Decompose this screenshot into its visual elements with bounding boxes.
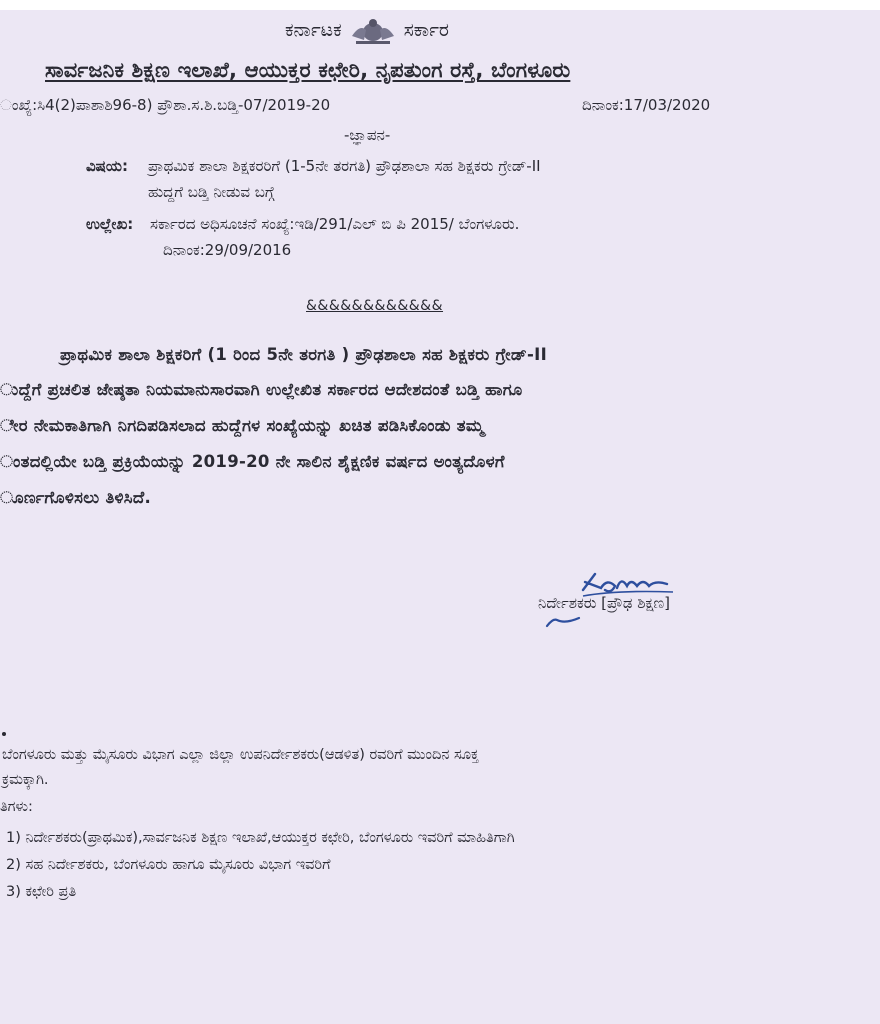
copy-item-2: 2) ಸಹ ನಿರ್ದೇಶಕರು, ಬೆಂಗಳೂರು ಹಾಗೂ ಮೈಸೂರು ವಿಭಾಗ ಇವರಿಗೆ [6,857,331,873]
subject-line-2: ಹುದ್ದಗೆ ಬಡ್ತಿ ನೀಡುವ ಬಗ್ಗೆ [148,183,275,201]
body-line-4: ಂತದಲ್ಲಿಯೇ ಬಡ್ತಿ ಪ್ರಕ್ರಿಯೆಯನ್ನು 2019-20 ನೇ ಸಾಲಿನ ಶೈಕ್ಷಣಿಕ ವರ್ಷದ ಅಂತ್ಯದೊಳಗೆ [0,452,505,471]
department-name: ಸಾರ್ವಜನಿಕ ಶಿಕ್ಷಣ ಇಲಾಖೆ, ಆಯುಕ್ತರ ಕಛೇರಿ, ನೃಪತುಂಗ ರಸ್ತೆ, ಬೆಂಗಳೂರು [45,58,571,82]
reference-line-2: ದಿನಾಂಕ:29/09/2016 [163,241,292,259]
reference-label: ಉಲ್ಲೇಖ: [86,215,134,233]
body-line-5: ೂರ್ಣಗೊಳಿಸಲು ತಿಳಿಸಿದೆ. [0,488,152,507]
recipient-line-2: ಕ್ರಮಕ್ಕಾಗಿ. [2,772,49,788]
copies-label: ತಿಗಳು: [0,799,33,815]
government-header [285,14,449,46]
body-line-3: ೇರ ನೇಮಕಾತಿಗಾಗಿ ನಿಗದಿಪಡಿಸಲಾದ ಹುದ್ದೆಗಳ ಸಂಖ್ಯೆಯನ್ನು ಖಚಿತ ಪಡಿಸಿಕೊಂಡು ತಮ್ಮ [0,416,485,435]
header-title-right: ಸರ್ಕಾರ [403,19,449,41]
issue-date: ದಿನಾಂಕ:17/03/2020 [582,96,711,114]
recipient-line-1: ಬೆಂಗಳೂರು ಮತ್ತು ಮೈಸೂರು ವಿಭಾಗ ಎಲ್ಲಾ ಜಿಲ್ಲಾ ಉಪನಿರ್ದೇಶಕರು(ಆಡಳಿತ) ರವರಿಗೆ ಮುಂದಿನ ಸೂಕ್ತ [2,747,479,763]
copy-item-3: 3) ಕಛೇರಿ ಪ್ರತಿ [6,884,77,900]
signature-tick [543,612,583,630]
state-emblem-icon [350,14,396,46]
reference-line-1: ಸರ್ಕಾರದ ಅಧಿಸೂಚನೆ ಸಂಖ್ಯೆ:ಇಡಿ/291/ಎಲ್ ಬಿ ಪಿ 2015/ ಬೆಂಗಳೂರು. [150,215,520,233]
copy-item-1: 1) ನಿರ್ದೇಶಕರು(ಪ್ರಾಥಮಿಕ),ಸಾರ್ವಜನಿಕ ಶಿಕ್ಷಣ ಇಲಾಖೆ,ಆಯುಕ್ತರ ಕಛೇರಿ, ಬೆಂಗಳೂರು ಇವರಿಗೆ ಮಾಹಿತಿಗಾಗಿ [6,830,515,846]
separator-line: &&&&&&&&&&&& [306,298,444,314]
subject-label: ವಿಷಯ: [86,157,128,175]
bullet-mark [2,732,6,736]
signatory-title: ನಿರ್ದೇಶಕರು [ಪ್ರೌಢ ಶಿಕ್ಷಣ] [538,594,671,612]
subject-line-1: ಪ್ರಾಥಮಿಕ ಶಾಲಾ ಶಿಕ್ಷಕರರಿಗೆ (1-5ನೇ ತರಗತಿ) ಪ್ರೌಢಶಾಲಾ ಸಹ ಶಿಕ್ಷಕರು ಗ್ರೇಡ್-II [148,157,541,175]
top-margin [0,0,880,10]
notice-heading: -ಜ್ಞಾಪನ- [344,126,391,144]
body-line-2: ುದ್ದೆಗೆ ಪ್ರಚಲಿತ ಜೇಷ್ಠತಾ ನಿಯಮಾನುಸಾರವಾಗಿ ಉಲ್ಲೇಖಿತ ಸರ್ಕಾರದ ಆದೇಶದಂತೆ ಬಡ್ತಿ ಹಾಗೂ [0,380,523,399]
header-title-left: ಕರ್ನಾಟಕ [285,19,342,41]
file-number: ಂಖ್ಯೆ:ಸಿ4(2)ಪಾಶಾಶಿ96-8) ಪ್ರೌಶಾ.ಸ.ಶಿ.ಬಡ್ತಿ-07/2019-20 [0,96,331,114]
body-line-1: ಪ್ರಾಥಮಿಕ ಶಾಲಾ ಶಿಕ್ಷಕರಿಗೆ (1 ರಿಂದ 5ನೇ ತರಗತಿ ) ಪ್ರೌಢಶಾಲಾ ಸಹ ಶಿಕ್ಷಕರು ಗ್ರೇಡ್-II [60,345,548,364]
